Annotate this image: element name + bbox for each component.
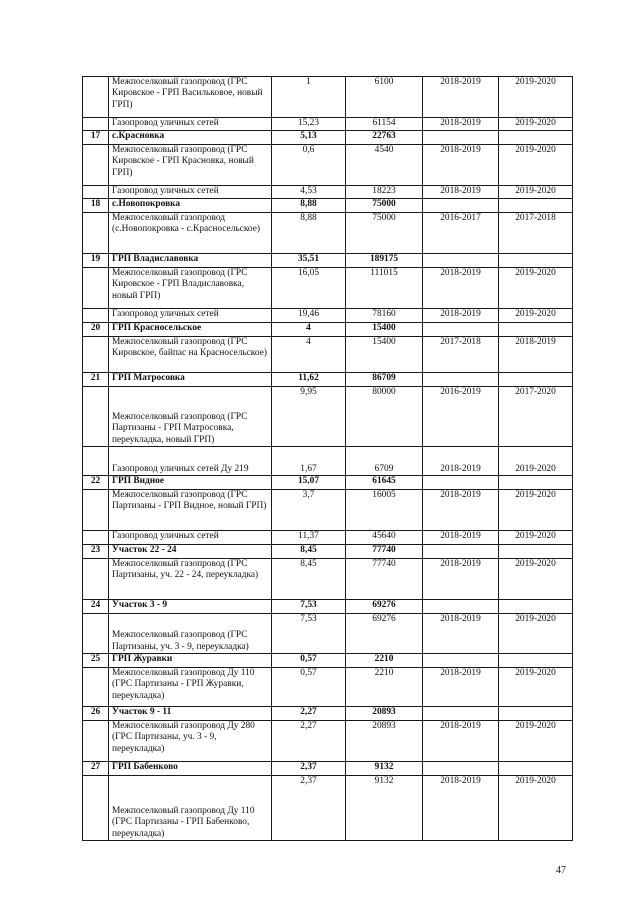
design-period: 2018-2019 [423,447,499,476]
row-number [83,268,109,309]
design-period [423,131,499,145]
design-period: 2018-2019 [423,309,499,323]
table-section-row [83,545,573,559]
object-name: Межпоселковый газопровод (ГРС Кировское - ГРП Васильковое, новый ГРП) [109,77,272,118]
design-period: 2018-2019 [423,118,499,131]
cost-value: 61645 [346,476,423,490]
row-number [83,77,109,118]
table-row [83,118,573,131]
object-name: Межпоселковый газопровод (ГРС Кировское - ГРП Красновка, новый ГРП) [109,145,272,186]
cost-value: 111015 [346,268,423,309]
length-km: 2,37 [272,776,346,841]
length-km: 1,67 [272,447,346,476]
object-name: Межпоселковый газопровод (ГРС Партизаны - ГРП Видное, новый ГРП) [109,490,272,531]
length-km: 8,45 [272,545,346,559]
table-row [83,447,573,476]
length-km: 15,07 [272,476,346,490]
construction-period: 2019-2020 [499,77,573,118]
row-number [83,118,109,131]
row-number: 21 [83,373,109,387]
design-period: 2018-2019 [423,268,499,309]
object-name: ГРП Владиславовка [109,254,272,268]
table-section-row [83,654,573,668]
object-name: ГРП Бабенково [109,762,272,776]
cost-value: 4540 [346,145,423,186]
design-period: 2018-2019 [423,145,499,186]
design-period: 2018-2019 [423,559,499,600]
design-period [423,600,499,614]
cost-value: 69276 [346,600,423,614]
length-km: 8,88 [272,199,346,213]
object-name: Газопровод уличных сетей [109,531,272,545]
cost-value: 20893 [346,707,423,721]
construction-period [499,476,573,490]
construction-period [499,762,573,776]
row-number [83,559,109,600]
object-name: Участок 9 - 11 [109,707,272,721]
cost-value: 16005 [346,490,423,531]
row-number: 26 [83,707,109,721]
length-km: 9,95 [272,387,346,447]
design-period [423,254,499,268]
length-km: 8,88 [272,213,346,254]
row-number [83,213,109,254]
row-number [83,614,109,654]
construction-period: 2019-2020 [499,614,573,654]
construction-period: 2019-2020 [499,118,573,131]
table-section-row [83,600,573,614]
object-name: Межпоселковый газопровод (с.Новопокровка - с.Красносельское) [109,213,272,254]
length-km: 11,37 [272,531,346,545]
construction-period [499,654,573,668]
cost-value: 22763 [346,131,423,145]
cost-value: 2210 [346,654,423,668]
object-name: Газопровод уличных сетей Ду 219 [109,447,272,476]
project-table [82,76,573,841]
object-name: ГРП Видное [109,476,272,490]
table-section-row [83,254,573,268]
construction-period [499,373,573,387]
cost-value: 80000 [346,387,423,447]
construction-period: 2019-2020 [499,186,573,199]
cost-value: 45640 [346,531,423,545]
length-km: 7,53 [272,614,346,654]
design-period: 2016-2017 [423,213,499,254]
table-row [83,309,573,323]
length-km: 5,13 [272,131,346,145]
construction-period [499,545,573,559]
design-period [423,476,499,490]
cost-value: 86709 [346,373,423,387]
design-period [423,323,499,337]
object-name: ГРП Матросовка [109,373,272,387]
table-row [83,387,573,447]
table-section-row [83,373,573,387]
row-number: 25 [83,654,109,668]
length-km: 2,27 [272,721,346,762]
cost-value: 61154 [346,118,423,131]
row-number: 22 [83,476,109,490]
design-period [423,654,499,668]
length-km: 35,51 [272,254,346,268]
construction-period [499,323,573,337]
cost-value: 9132 [346,776,423,841]
cost-value: 69276 [346,614,423,654]
length-km: 4,53 [272,186,346,199]
object-name: с.Красновка [109,131,272,145]
table-section-row [83,199,573,213]
construction-period: 2019-2020 [499,309,573,323]
cost-value: 78160 [346,309,423,323]
table-row [83,668,573,707]
table-row [83,145,573,186]
row-number [83,337,109,373]
object-name: Участок 3 - 9 [109,600,272,614]
construction-period: 2019-2020 [499,268,573,309]
row-number: 24 [83,600,109,614]
page-number: 47 [556,865,566,876]
object-name: Межпоселковый газопровод (ГРС Кировское, байпас на Красносельское) [109,337,272,373]
construction-period: 2019-2020 [499,531,573,545]
object-name: Межпоселковый газопровод (ГРС Кировское - ГРП Владиславовка, новый ГРП) [109,268,272,309]
design-period: 2016-2019 [423,387,499,447]
design-period: 2018-2019 [423,776,499,841]
length-km: 4 [272,323,346,337]
row-number: 20 [83,323,109,337]
row-number [83,490,109,531]
project-table-body [83,77,573,841]
construction-period: 2019-2020 [499,490,573,531]
table-row [83,776,573,841]
row-number: 17 [83,131,109,145]
construction-period: 2019-2020 [499,721,573,762]
design-period: 2018-2019 [423,77,499,118]
object-name: Участок 22 - 24 [109,545,272,559]
design-period: 2018-2019 [423,614,499,654]
construction-period: 2019-2020 [499,447,573,476]
length-km: 1 [272,77,346,118]
construction-period: 2019-2020 [499,668,573,707]
row-number [83,531,109,545]
table-row [83,721,573,762]
design-period [423,707,499,721]
construction-period [499,254,573,268]
design-period [423,545,499,559]
row-number [83,668,109,707]
design-period: 2017-2018 [423,337,499,373]
cost-value: 2210 [346,668,423,707]
construction-period: 2019-2020 [499,776,573,841]
object-name: ГРП Журавки [109,654,272,668]
design-period: 2018-2019 [423,186,499,199]
length-km: 3,7 [272,490,346,531]
construction-period [499,131,573,145]
design-period: 2018-2019 [423,490,499,531]
row-number [83,721,109,762]
object-name: с.Новопокровка [109,199,272,213]
row-number [83,309,109,323]
design-period [423,199,499,213]
construction-period [499,199,573,213]
row-number: 19 [83,254,109,268]
construction-period [499,600,573,614]
cost-value: 15400 [346,323,423,337]
cost-value: 6709 [346,447,423,476]
object-name: Межпоселковый газопровод Ду 110 (ГРС Партизаны - ГРП Журавки, переукладка) [109,668,272,707]
object-name: ГРП Красносельское [109,323,272,337]
cost-value: 9132 [346,762,423,776]
table-section-row [83,323,573,337]
table-section-row [83,476,573,490]
length-km: 0,57 [272,654,346,668]
object-name: Газопровод уличных сетей [109,118,272,131]
construction-period [499,707,573,721]
table-row [83,337,573,373]
object-name: Межпоселковый газопровод Ду 280 (ГРС Партизаны, уч. 3 - 9, переукладка) [109,721,272,762]
object-name: Межпоселковый газопровод (ГРС Партизаны, уч. 3 - 9, переукладка) [109,614,272,654]
design-period: 2018-2019 [423,721,499,762]
object-name: Газопровод уличных сетей [109,186,272,199]
length-km: 11,62 [272,373,346,387]
row-number [83,447,109,476]
cost-value: 20893 [346,721,423,762]
cost-value: 77740 [346,545,423,559]
table-row [83,186,573,199]
cost-value: 18223 [346,186,423,199]
design-period: 2018-2019 [423,668,499,707]
row-number: 27 [83,762,109,776]
cost-value: 189175 [346,254,423,268]
table-section-row [83,131,573,145]
object-name: Межпоселковый газопровод Ду 110 (ГРС Партизаны - ГРП Бабенково, переукладка) [109,776,272,841]
cost-value: 75000 [346,199,423,213]
table-section-row [83,762,573,776]
construction-period: 2019-2020 [499,145,573,186]
row-number [83,186,109,199]
construction-period: 2019-2020 [499,559,573,600]
design-period [423,762,499,776]
length-km: 0,6 [272,145,346,186]
cost-value: 75000 [346,213,423,254]
table-row [83,77,573,118]
row-number [83,145,109,186]
design-period [423,373,499,387]
design-period: 2018-2019 [423,531,499,545]
length-km: 2,37 [272,762,346,776]
length-km: 8,45 [272,559,346,600]
cost-value: 6100 [346,77,423,118]
row-number [83,776,109,841]
table-row [83,614,573,654]
table-row [83,559,573,600]
table-row [83,531,573,545]
length-km: 0,57 [272,668,346,707]
object-name: Межпоселковый газопровод (ГРС Партизаны - ГРП Матросовка, переукладка, новый ГРП) [109,387,272,447]
length-km: 16,05 [272,268,346,309]
object-name: Газопровод уличных сетей [109,309,272,323]
cost-value: 77740 [346,559,423,600]
table-row [83,490,573,531]
table-section-row [83,707,573,721]
length-km: 4 [272,337,346,373]
length-km: 7,53 [272,600,346,614]
length-km: 2,27 [272,707,346,721]
construction-period: 2018-2019 [499,337,573,373]
row-number: 23 [83,545,109,559]
object-name: Межпоселковый газопровод (ГРС Партизаны, уч. 22 - 24, переукладка) [109,559,272,600]
construction-period: 2017-2018 [499,213,573,254]
table-row [83,268,573,309]
table-row [83,213,573,254]
length-km: 15,23 [272,118,346,131]
length-km: 19,46 [272,309,346,323]
construction-period: 2017-2020 [499,387,573,447]
row-number [83,387,109,447]
row-number: 18 [83,199,109,213]
cost-value: 15400 [346,337,423,373]
